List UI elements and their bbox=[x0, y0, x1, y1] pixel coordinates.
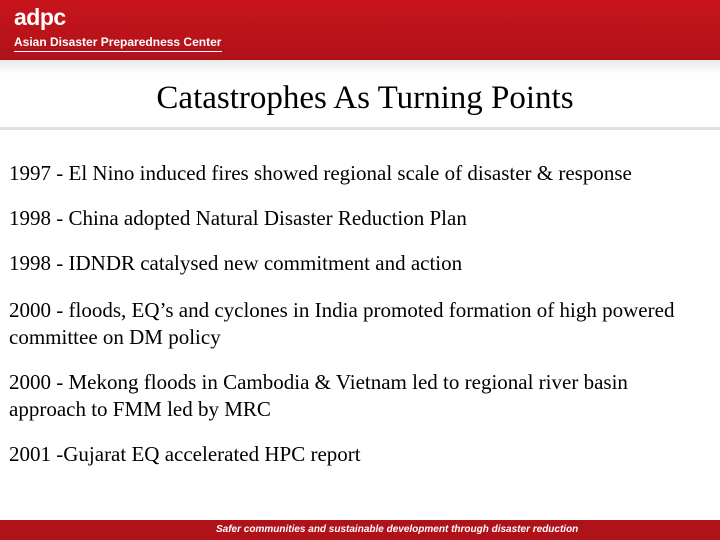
organization-underline bbox=[14, 51, 222, 52]
bullet-item: 2000 - Mekong floods in Cambodia & Vietnam led to regional river basin approach to FMM led by MRC bbox=[9, 370, 628, 421]
organization-name: Asian Disaster Preparedness Center bbox=[14, 35, 222, 49]
adpc-logo: adpc bbox=[14, 4, 66, 30]
footer-tagline: Safer communities and sustainable development through disaster reduction bbox=[216, 524, 579, 535]
bullet-item: 2001 -Gujarat EQ accelerated HPC report bbox=[9, 442, 361, 466]
title-divider bbox=[0, 127, 720, 130]
slide-title: Catastrophes As Turning Points bbox=[156, 80, 574, 116]
bullet-item: 1998 - China adopted Natural Disaster Reduction Plan bbox=[9, 206, 467, 230]
bullet-item: 1997 - El Nino induced fires showed regional scale of disaster & response bbox=[9, 161, 632, 185]
bullet-item: 2000 - floods, EQ’s and cyclones in India promoted formation of high powered committee on DM policy bbox=[9, 298, 675, 349]
bullet-list bbox=[9, 160, 709, 468]
header-fade bbox=[0, 60, 720, 74]
bullet-item: 1998 - IDNDR catalysed new commitment and action bbox=[9, 251, 463, 275]
